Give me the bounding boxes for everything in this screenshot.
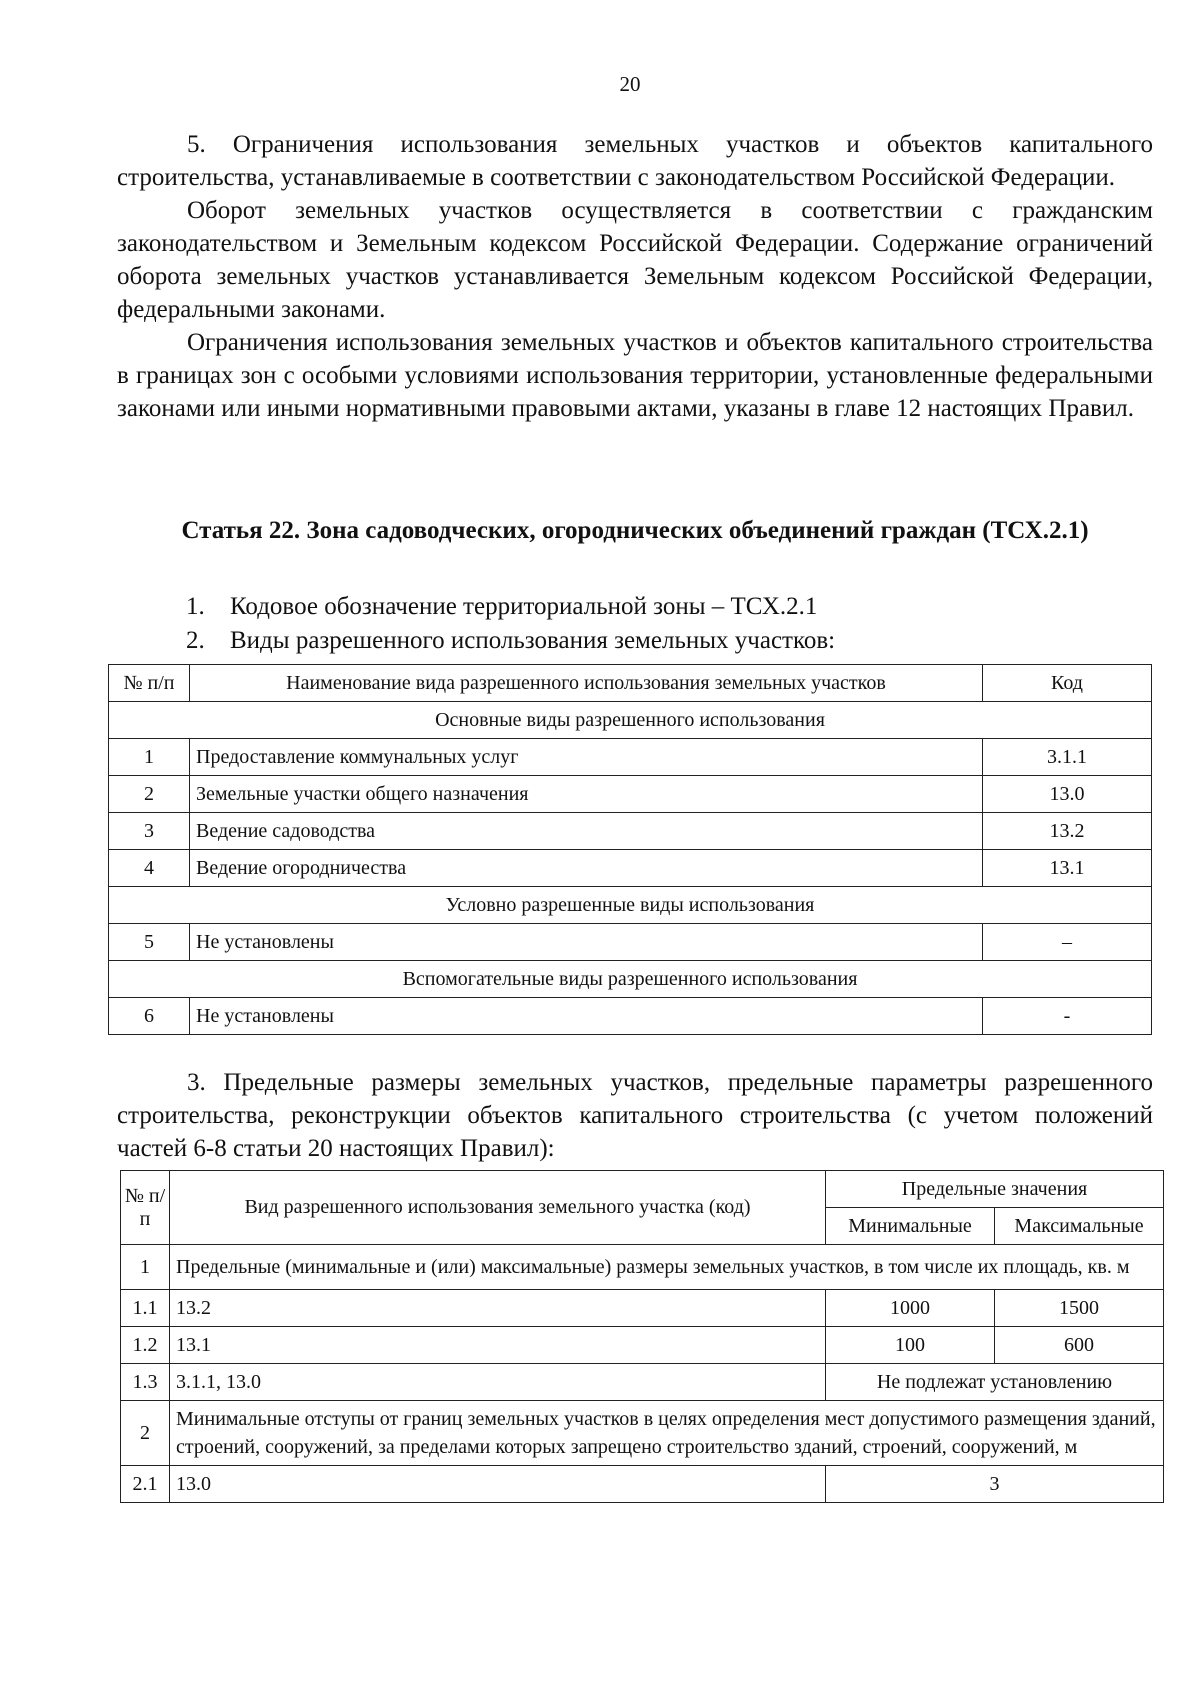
list-item-number: 1.	[186, 593, 205, 620]
row-num: 2.1	[121, 1466, 170, 1503]
table-row	[109, 850, 1152, 887]
section-auxiliary-uses: Вспомогательные виды разрешенного использования	[109, 961, 1152, 998]
row-code: 13.1	[983, 850, 1152, 887]
header-min: Минимальные	[826, 1208, 995, 1245]
row-value: 3	[826, 1466, 1164, 1503]
row-max: 600	[995, 1327, 1164, 1364]
row-min: 100	[826, 1327, 995, 1364]
table-row	[121, 1327, 1164, 1364]
table-section-row	[109, 702, 1152, 739]
row-num: 1.3	[121, 1364, 170, 1401]
header-num: № п/п	[121, 1171, 170, 1245]
row-name: Ведение огородничества	[190, 850, 983, 887]
row-name: Не установлены	[190, 924, 983, 961]
limit-parameters-table	[120, 1170, 1164, 1503]
row-code: 13.1	[170, 1327, 826, 1364]
paragraph-3: 3. Предельные размеры земельных участков, предельные параметры разрешенного строительства, реконструкции объектов капитального строительства (с учетом положений частей 6-8 статьи 20 настоящих Правил):	[117, 1069, 1153, 1162]
table-section-row	[109, 887, 1152, 924]
list-item-number: 2.	[186, 627, 205, 654]
table-group-row	[121, 1401, 1164, 1466]
table-row	[109, 739, 1152, 776]
intro-text	[117, 128, 1153, 425]
row-num: 1.2	[121, 1327, 170, 1364]
row-name: Предоставление коммунальных услуг	[190, 739, 983, 776]
paragraph-restrictions: Ограничения использования земельных участков и объектов капитального строительства в границах зон с особыми условиями использования территории, установленные федеральными законами или иными нормативными правовыми актами, указаны в главе 12 настоящих Правил.	[117, 329, 1153, 422]
paragraph-turnover: Оборот земельных участков осуществляется в соответствии с гражданским законодательством и Земельным кодексом Российской Федерации. Содержание ограничений оборота земельных участков устанавливается Земельным кодексом Российской Федерации, федеральными законами.	[117, 197, 1153, 323]
row-code: –	[983, 924, 1152, 961]
group-text: Предельные (минимальные и (или) максимальные) размеры земельных участков, в том числе их площадь, кв. м	[170, 1245, 1164, 1290]
paragraph-5: 5. Ограничения использования земельных участков и объектов капитального строительства, устанавливаемые в соответствии с законодательством Российской Федерации.	[117, 131, 1153, 191]
header-limit-values: Предельные значения	[826, 1171, 1164, 1208]
row-max: 1500	[995, 1290, 1164, 1327]
table-row	[109, 924, 1152, 961]
table-section-row	[109, 961, 1152, 998]
section-main-uses: Основные виды разрешенного использования	[109, 702, 1152, 739]
row-name: Ведение садоводства	[190, 813, 983, 850]
row-code: -	[983, 998, 1152, 1035]
list-item-text: Кодовое обозначение территориальной зоны – ТСХ.2.1	[230, 593, 818, 620]
row-num: 5	[109, 924, 190, 961]
header-num: № п/п	[109, 665, 190, 702]
paragraph-3-block	[117, 1066, 1153, 1165]
row-num: 6	[109, 998, 190, 1035]
table-row	[109, 776, 1152, 813]
list-item-2	[186, 624, 835, 657]
article-heading: Статья 22. Зона садоводческих, огороднических объединений граждан (ТСХ.2.1)	[181, 517, 1089, 544]
header-code: Код	[983, 665, 1152, 702]
header-name: Наименование вида разрешенного использования земельных участков	[190, 665, 983, 702]
row-num: 3	[109, 813, 190, 850]
table-row	[121, 1290, 1164, 1327]
group-num: 1	[121, 1245, 170, 1290]
list-item-1	[186, 590, 817, 623]
row-code: 13.2	[983, 813, 1152, 850]
header-max: Максимальные	[995, 1208, 1164, 1245]
group-num: 2	[121, 1401, 170, 1466]
row-num: 1	[109, 739, 190, 776]
row-num: 2	[109, 776, 190, 813]
permitted-uses-table	[108, 664, 1152, 1035]
section-conditional-uses: Условно разрешенные виды использования	[109, 887, 1152, 924]
row-value: Не подлежат установлению	[826, 1364, 1164, 1401]
row-name: Не установлены	[190, 998, 983, 1035]
group-text: Минимальные отступы от границ земельных участков в целях определения мест допустимого размещения зданий, строений, сооружений, за пределами которых запрещено строительство зданий, строений, сооружений, м	[170, 1401, 1164, 1466]
table-header-row	[109, 665, 1152, 702]
row-num: 4	[109, 850, 190, 887]
row-num: 1.1	[121, 1290, 170, 1327]
table-row	[121, 1466, 1164, 1503]
row-code: 3.1.1, 13.0	[170, 1364, 826, 1401]
row-code: 13.2	[170, 1290, 826, 1327]
list-item-text: Виды разрешенного использования земельных участков:	[230, 627, 836, 654]
table-row	[109, 998, 1152, 1035]
page-number: 20	[619, 72, 641, 96]
row-min: 1000	[826, 1290, 995, 1327]
row-code: 3.1.1	[983, 739, 1152, 776]
table-group-row	[121, 1245, 1164, 1290]
table-header-row	[121, 1171, 1164, 1208]
row-code: 13.0	[983, 776, 1152, 813]
row-code: 13.0	[170, 1466, 826, 1503]
table-row	[121, 1364, 1164, 1401]
header-use-type: Вид разрешенного использования земельного участка (код)	[170, 1171, 826, 1245]
table-row	[109, 813, 1152, 850]
row-name: Земельные участки общего назначения	[190, 776, 983, 813]
